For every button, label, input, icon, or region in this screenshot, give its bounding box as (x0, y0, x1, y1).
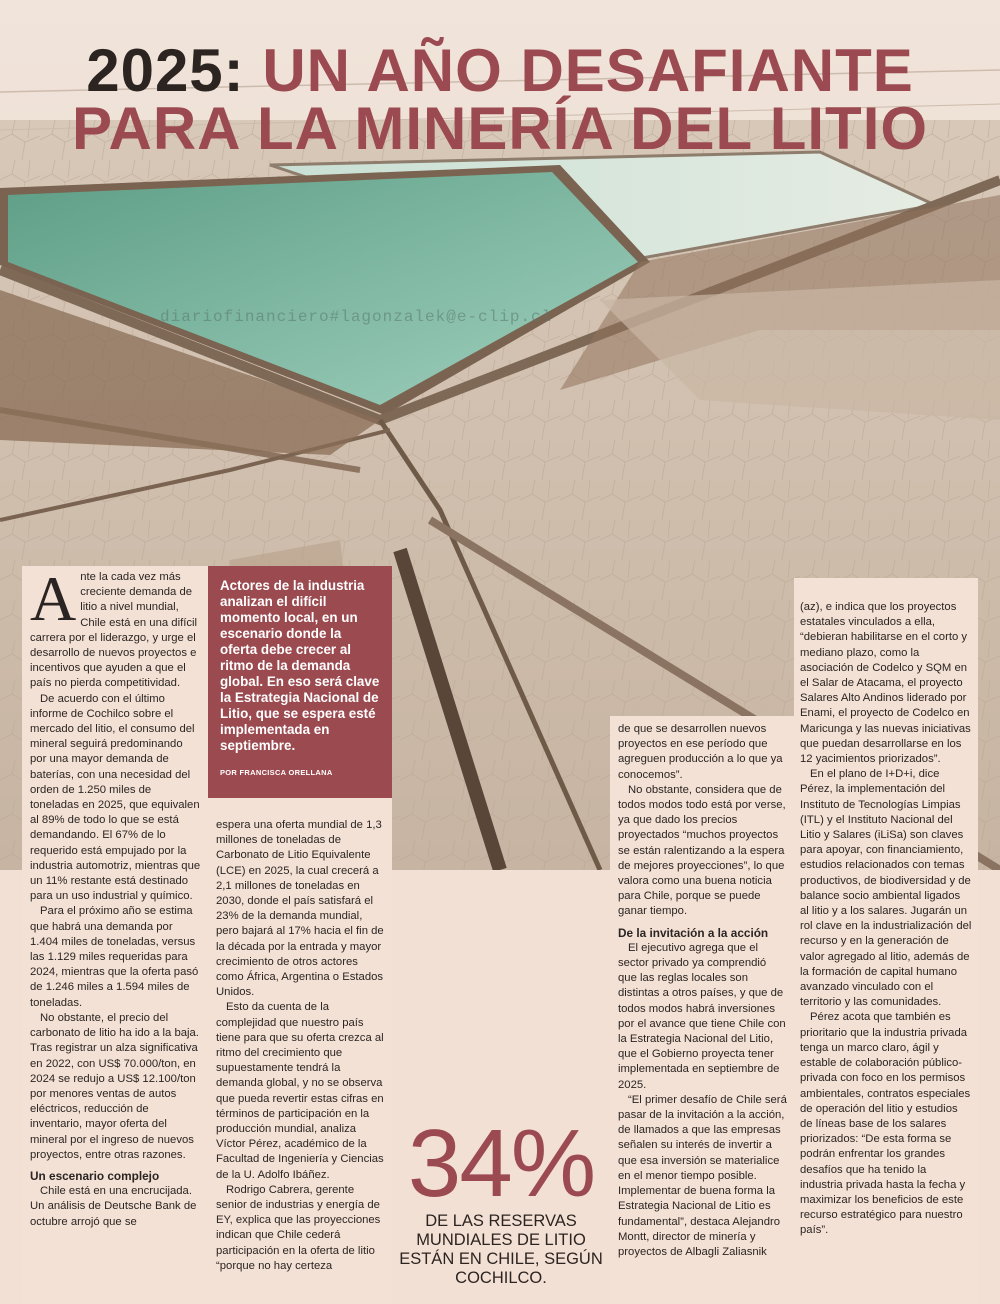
headline-line-1 (0, 37, 1000, 104)
paragraph: “El primer desafío de Chile será pasar de la invitación a la acción, de llamados a que las empresas señalen su interés de invertir a que esa inversión se materialice en el menor tiempo posible. Implementar de buena forma la Estrategia Nacional de Litio es fundamental”, destaca Alejandro Montt, director de minería y proyectos de Albagli Zaliasnik (618, 1093, 787, 1258)
paragraph: nte la cada vez más creciente demanda de litio a nivel mundial, Chile está en una difícil carrera por el liderazgo, y urge el desarrollo de nuevos proyectos e incentivos que ayuden a que el país no pierda competitividad. (30, 571, 198, 690)
paragraph: No obstante, considera que de todos modos todo está por verse, ya que dado los precios proyectados “muchos proyectos se están ralentizando a la espera de mejores proyecciones”, lo que valora como una buena noticia para Chile, porque se puede ganar tiempo. (618, 783, 786, 918)
paragraph: No obstante, el precio del carbonato de litio ha ido a la baja. Tras registrar un alza significativa en 2022, con US$ 70.000/ton, en 2024 se redujo a US$ 12.100/ton por menores ventas de autos eléctricos, reducción de inventario, mayor oferta del mineral por el ingreso de nuevos proyectos, entre otras razones. (30, 1011, 199, 1161)
section-heading: Un escenario complejo (30, 1168, 160, 1183)
stat-caption: DE LAS RESERVAS MUNDIALES DE LITIO ESTÁN EN CHILE, SEGÚN COCHILCO. (399, 1212, 603, 1287)
paragraph: Pérez acota que también es prioritario que la industria privada tenga un marco claro, ágil y estable de colaboración público-privada con foco en los permisos ambientales, contratos especiales de operación del litio y estudios de líneas base de los salares priorizados: “De esta forma se podrán enfrentar los grandes desafíos que ha tenido la industria privada hasta la fecha y maximizar los beneficios de este recurso estratégico para nuestro país”. (800, 1011, 971, 1237)
article-column-5 (794, 578, 978, 1304)
byline: POR FRANCISCA ORELLANA (220, 768, 333, 777)
paragraph: de que se desarrollen nuevos proyectos en ese período que agreguen producción a lo que ya conocemos”. (618, 723, 783, 781)
paragraph: En el plano de I+D+i, dice Pérez, la implementación del Instituto de Tecnologías Limpias (ITL) y el Instituto Nacional del Litio y Salares (iLiSa) son claves para apoyar, con financiamiento, estudios relacionados con temas productivos, de biodiversidad y de balance socio ambiental ligados al litio y a los salares. Jugarán un rol clave en la industrialización del recurso y en la generación de valor agregado al litio, además de la formación de capital humano avanzado vinculado con el territorio y las comunidades. (800, 768, 972, 1009)
pull-quote: Actores de la industria analizan el difícil momento local, en un escenario donde la oferta debe crecer al ritmo de la demanda global. En eso será clave la Estrategia Nacional de Litio, que se espera esté implementada en septiembre. (220, 578, 380, 753)
paragraph: De acuerdo con el último informe de Cochilco sobre el mercado del litio, el consumo del mineral seguirá predominando por una mayor demanda de baterías, con una necesidad del orden de 1.250 miles de toneladas en 2025, que equivalen al 89% de todo lo que se está demandando. El 67% de lo requerido está empujado por la industria automotriz, mientras que un 11% restante está destinado para un uso industrial y químico. (30, 692, 201, 903)
paragraph: Esto da cuenta de la complejidad que nuestro país tiene para que su oferta crezca al ritmo del crecimiento que supuestamente tendrá la demanda global, y no se observa que pueda revertir estas cifras en términos de participación en la producción mundial, analiza Víctor Pérez, académico de la Facultad de Ingeniería y Ciencias de la U. Adolfo Ibáñez. (216, 1001, 384, 1181)
headline-line-2 (0, 95, 1000, 162)
headline-year: 2025: (86, 37, 245, 104)
drop-cap: A (30, 563, 77, 634)
paragraph: Para el próximo año se estima que habrá una demanda por 1.404 miles de toneladas, versus las 1.129 miles requeridas para 2024, mientras que la oferta pasó de 1.246 miles a 1.594 miles de toneladas. (30, 905, 199, 1009)
paragraph: (az), e indica que los proyectos estatales vinculados a ella, “debieran habilitarse en el corto y mediano plazo, como la asociación de Codelco y SQM en el Salar de Atacama, el proyecto Salares Alto Andinos liderado por Enami, el proyecto de Codelco en Maricunga y las nuevas iniciativas que puedan desarrollarse en los 12 yacimientos priorizados”. (800, 601, 971, 766)
paragraph: espera una oferta mundial de 1,3 millones de toneladas de Carbonato de Litio Equivalente (LCE) en 2025, la cual crecerá a 2,1 millones de toneladas en 2030, donde el país satisfará el 23% de la demanda mundial, pero bajará al 17% hacia el fin de la década por la entrada y mayor crecimiento de otros actores como África, Argentina o Estados Unidos. (216, 819, 384, 999)
stat-number: 34% (407, 1110, 595, 1217)
paragraph: El ejecutivo agrega que el sector privado ya comprendió que las reglas locales son distintas a otros países, y que de todos modos habrá inversiones por el avance que tiene Chile con la Estrategia Nacional del Litio, que el Gobierno proyecta tener implementada en septiembre de 2025. (618, 941, 786, 1091)
pull-quote-box (208, 566, 392, 798)
paragraph: Chile está en una encrucijada. Un análisis de Deutsche Bank de octubre arrojó que se (30, 1185, 197, 1228)
article-column-1 (22, 563, 208, 1304)
watermark: diariofinanciero#lagonzalek@e-clip.cl (160, 308, 553, 326)
paragraph: Rodrigo Cabrera, gerente senior de industrias y energía de EY, explica que las proyecciones indican que Chile cederá participación en la oferta de litio “porque no hay certeza (216, 1183, 381, 1272)
headline-main-2: PARA LA MINERÍA DEL LITIO (71, 95, 929, 162)
article-column-4 (610, 716, 794, 1304)
article-column-2 (208, 798, 392, 1304)
headline-main-1: UN AÑO DESAFIANTE (262, 37, 914, 104)
section-heading: De la invitación a la acción (618, 925, 769, 940)
